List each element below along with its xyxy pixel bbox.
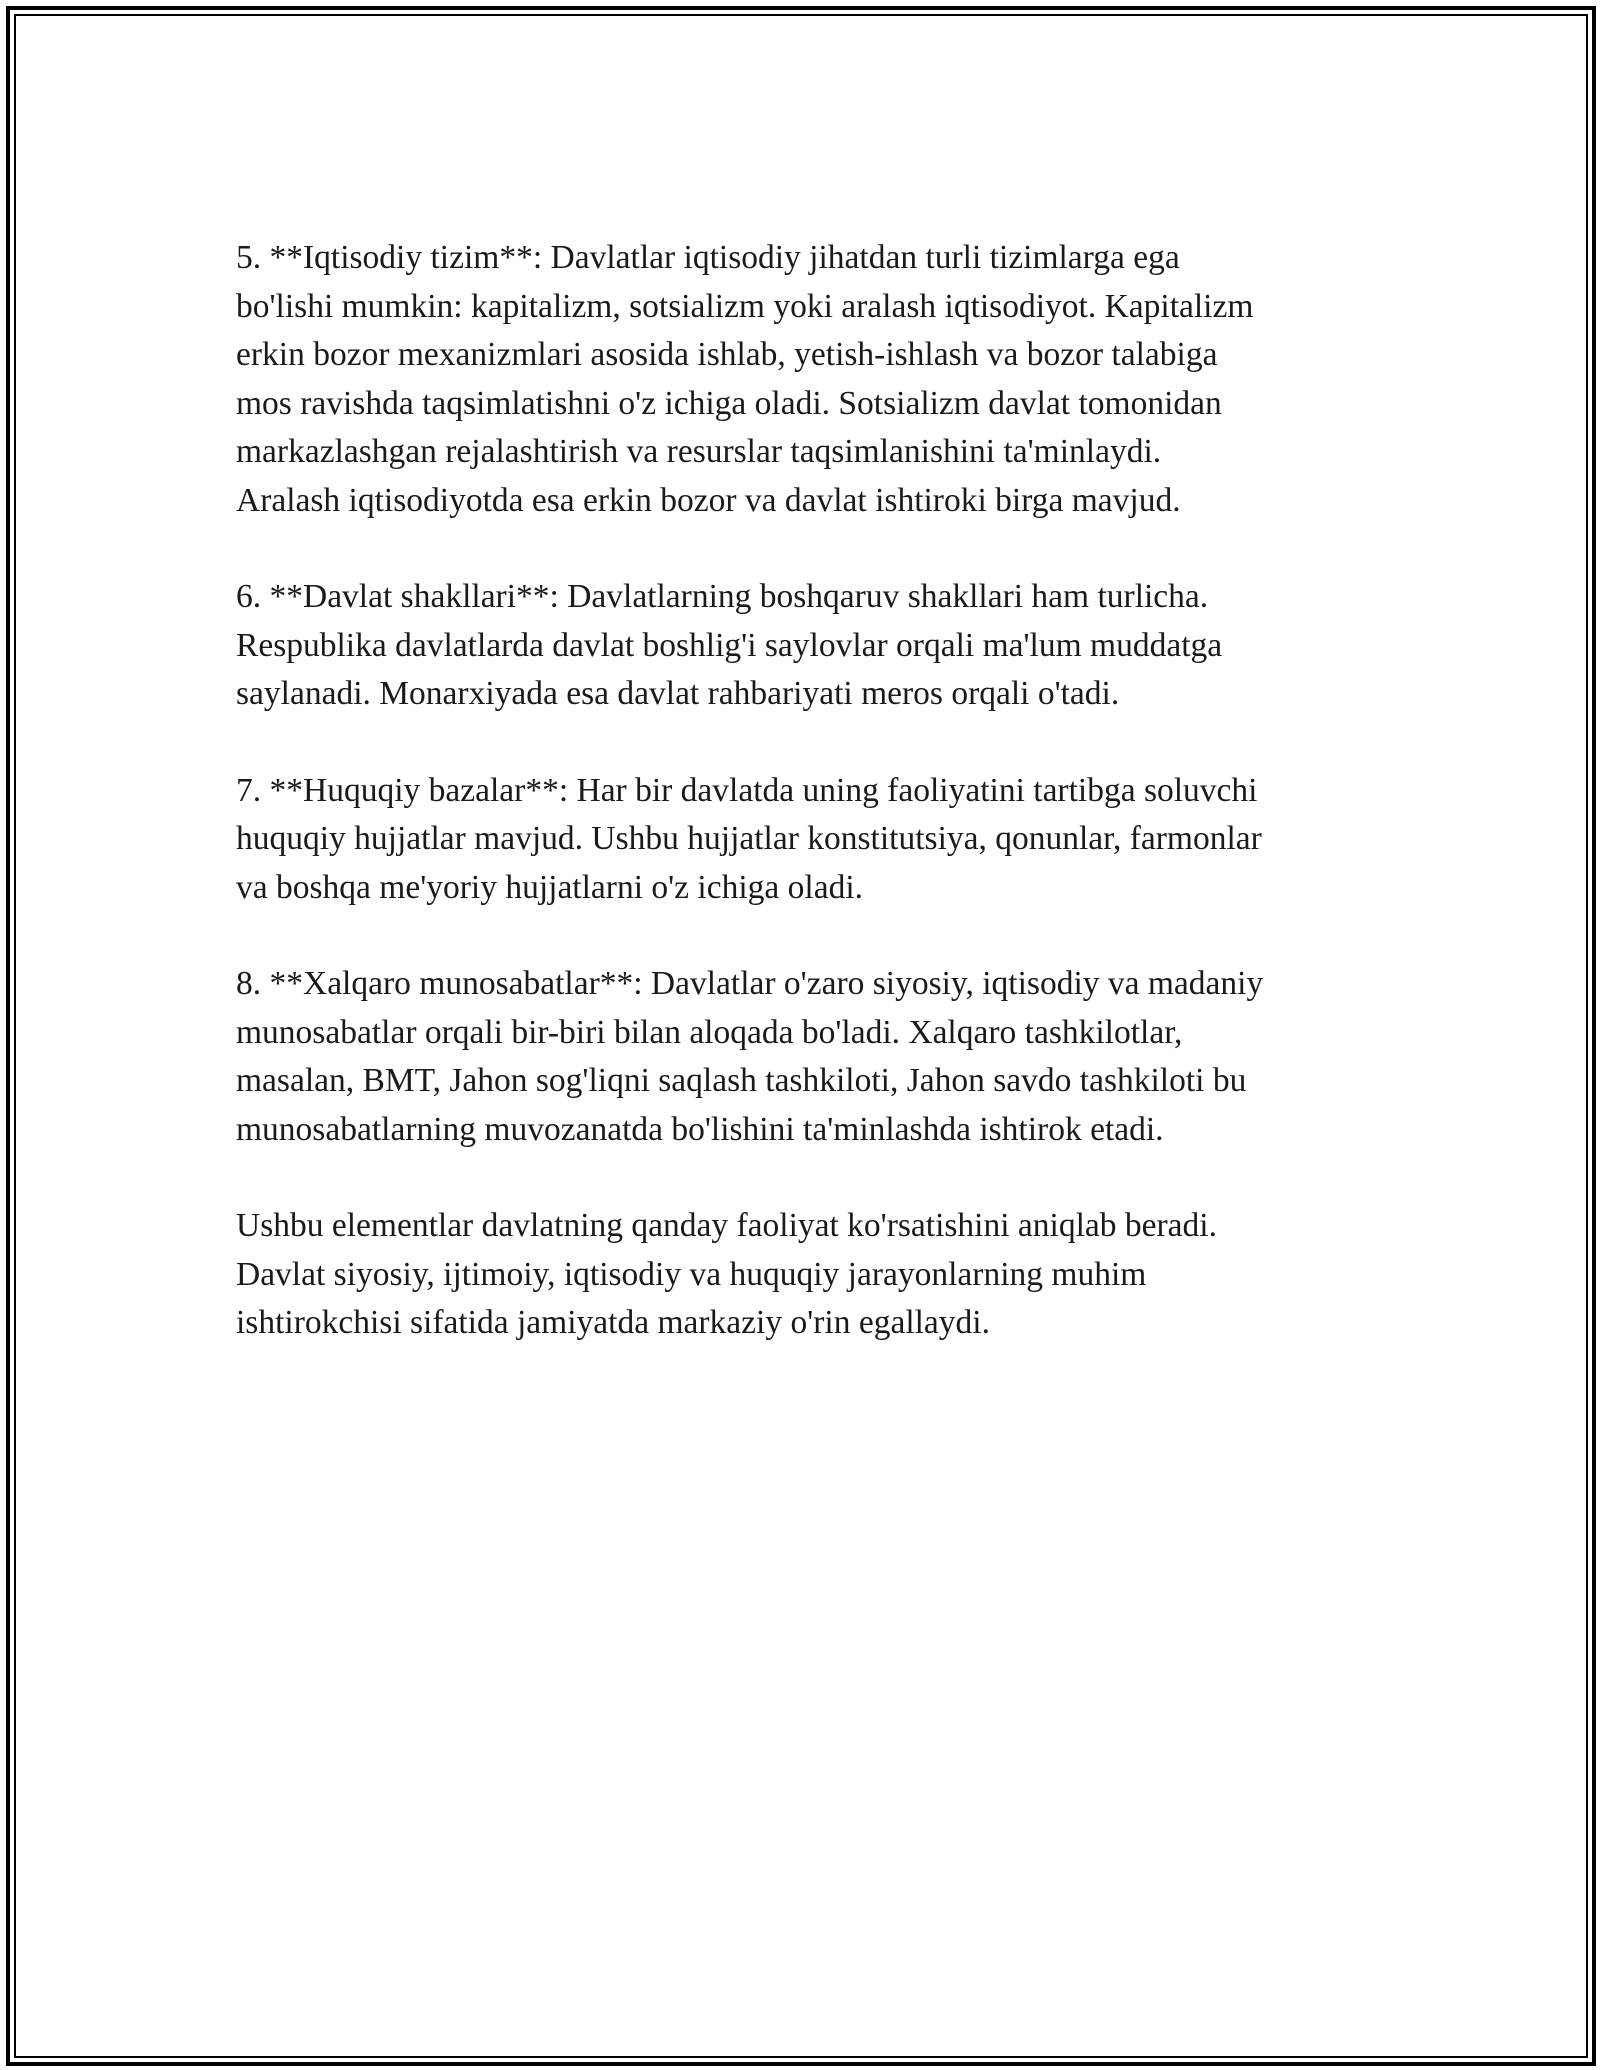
paragraph-international-relations: 8. **Xalqaro munosabatlar**: Davlatlar o'zaro siyosiy, iqtisodiy va madaniy munosabatlar orqali bir-biri bilan aloqada bo'ladi. Xalqaro tashkilotlar, masalan, BMT, Jahon sog'liqni saqlash tashkiloti, Jahon savdo tashkiloti bu munosabatlarning muvozanatda bo'lishini ta'minlashda ishtirok etadi. [236,965,1264,1148]
paragraph-state-forms: 6. **Davlat shakllari**: Davlatlarning boshqaruv shakllari ham turlicha. Respublika davlatlarda davlat boshlig'i saylovlar orqali ma'lum muddatga saylanadi. Monarxiyada esa davlat rahbariyati meros orqali o'tadi. [236,578,1223,712]
paragraph-legal-bases: 7. **Huquqiy bazalar**: Har bir davlatda uning faoliyatini tartibga soluvchi huquqiy hujjatlar mavjud. Ushbu hujjatlar konstitutsiya, qonunlar, farmonlar va boshqa me'yoriy hujjatlarni o'z ichiga oladi. [236,771,1262,906]
paragraph-conclusion: Ushbu elementlar davlatning qanday faoliyat ko'rsatishini aniqlab beradi. Davlat siyosiy, ijtimoiy, iqtisodiy va huquqiy jarayonlarning muhim ishtirokchisi sifatida jamiyatda markaziy o'rin egallaydi. [236,1207,1217,1341]
document-body [236,234,1386,1396]
paragraph-economic-system: 5. **Iqtisodiy tizim**: Davlatlar iqtisodiy jihatdan turli tizimlarga ega bo'lishi mumkin: kapitalizm, sotsializm yoki aralash iqtisodiyot. Kapitalizm erkin bozor mexanizmlari asosida ishlab, yetish-ishlash va bozor talabiga mos ravishda taqsimlatishni o'z ichiga oladi. Sotsializm davlat tomonidan markazlashgan rejalashtirish va resurslar taqsimlanishini ta'minlaydi. Aralash iqtisodiyotda esa erkin bozor va davlat ishtiroki birga mavjud. [236,239,1254,519]
